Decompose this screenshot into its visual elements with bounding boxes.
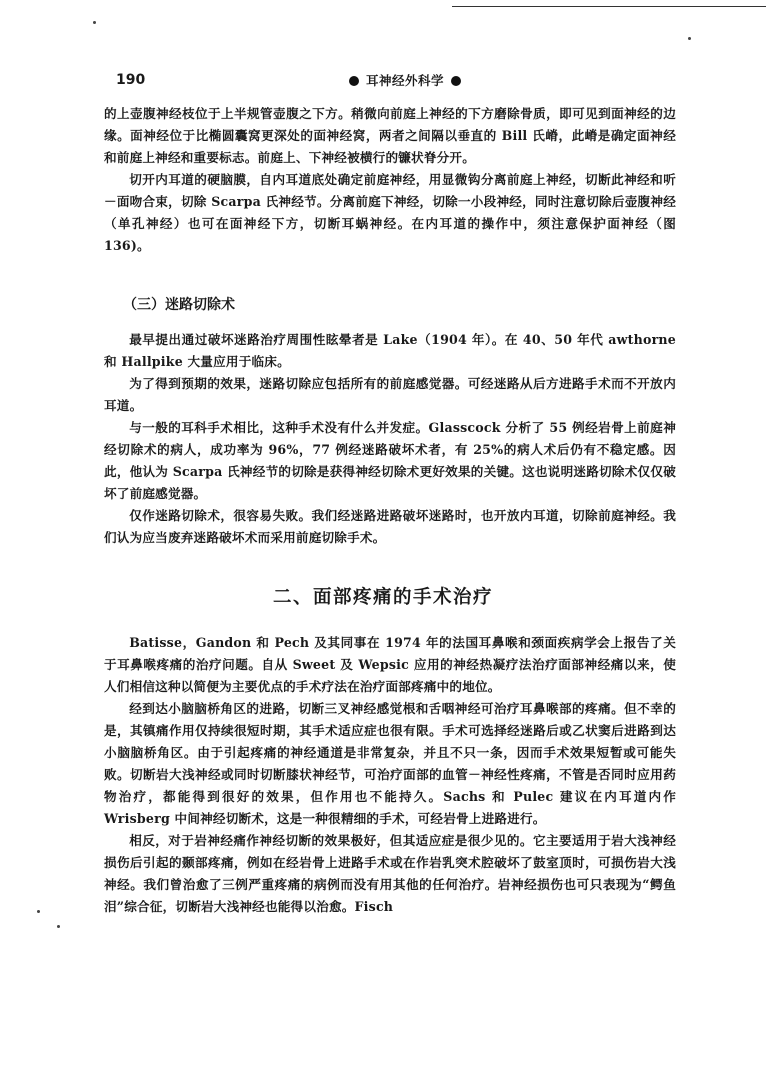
paragraph: 经到达小脑脑桥角区的进路，切断三叉神经感觉根和舌咽神经可治疗耳鼻喉部的疼痛。但不幸的是，其镇痛作用仅持续很短时期，其手术适应症也很有限。手术可选择经迷路后或乙状窦后进路到达小脑脑桥角区。由于引起疼痛的神经通道是非常复杂，并且不只一条，因而手术效果短暂或可能失败。切断岩大浅神经或同时切断膝状神经节，可治疗面部的血管－神经性疼痛，不管是否同时应用药物治疗，都能得到很好的效果，但作用也不能持久。Sachs 和 Pulec 建议在内耳道内作 Wrisberg 中间神经切断术，这是一种很精细的手术，可经岩骨上进路进行。 bbox=[104, 701, 676, 826]
page-header bbox=[105, 70, 675, 92]
paragraph: 相反，对于岩神经痛作神经切断的效果极好，但其适应症是很少见的。它主要适用于岩大浅神经损伤后引起的颞部疼痛，例如在经岩骨上进路手术或在作岩乳突术腔破坏了鼓室顶时，可损伤岩大浅神经。我们曾治愈了三例严重疼痛的病例而没有用其他的任何治疗。岩神经损伤也可只表现为“鳄鱼泪”综合征，切断岩大浅神经也能得以治愈。Fisch bbox=[104, 833, 676, 914]
bullet-dot-icon bbox=[349, 76, 359, 86]
paragraph: 切开内耳道的硬脑膜，自内耳道底处确定前庭神经，用显微钩分离前庭上神经，切断此神经和听－面吻合束，切除 Scarpa 氏神经节。分离前庭下神经，切除一小段神经，同时注意切除后壶腹神经（单孔神经）也可在面神经下方，切断耳蜗神经。在内耳道的操作中，须注意保护面神经（图 136)。 bbox=[104, 172, 676, 253]
paragraph: 最早提出通过破坏迷路治疗周围性眩晕者是 Lake（1904 年）。在 40、50 年代 awthorne 和 Hallpike 大量应用于临床。 bbox=[104, 332, 676, 369]
paragraph: 为了得到预期的效果，迷路切除应包括所有的前庭感觉器。可经迷路从后方进路手术而不开放内耳道。 bbox=[104, 376, 676, 413]
paragraph: 与一般的耳科手术相比，这种手术没有什么并发症。Glasscock 分析了 55 例经岩骨上前庭神经切除术的病人，成功率为 96%，77 例经迷路破坏术者，有 25%的病人术后仍有不稳定感。因此，他认为 Scarpa 氏神经节的切除是获得神经切除术更好效果的关键。这也说明迷路切除术仅仅破坏了前庭感觉器。 bbox=[104, 420, 676, 501]
bullet-dot-icon bbox=[451, 76, 461, 86]
subsection-heading: （三）迷路切除术 bbox=[123, 297, 235, 313]
text-block-vestibular bbox=[104, 103, 676, 257]
scan-speck bbox=[57, 925, 60, 928]
text-block-labyrinthectomy bbox=[104, 329, 676, 549]
page-number: 190 bbox=[116, 72, 146, 88]
paragraph: Batisse，Gandon 和 Pech 及其同事在 1974 年的法国耳鼻喉和颈面疾病学会上报告了关于耳鼻喉疼痛的治疗问题。自从 Sweet 及 Wepsic 应用的神经热凝疗法治疗面部神经痛以来，使人们相信这种以简便为主要优点的手术疗法在治疗面部疼痛中的地位。 bbox=[104, 635, 676, 694]
scan-speck bbox=[37, 910, 40, 913]
scan-speck bbox=[93, 21, 96, 24]
paragraph: 仅作迷路切除术，很容易失败。我们经迷路进路破坏迷路时，也开放内耳道，切除前庭神经。我们认为应当废弃迷路破坏术而采用前庭切除手术。 bbox=[104, 508, 676, 545]
top-edge-rule bbox=[452, 6, 766, 7]
section-heading: 二、面部疼痛的手术治疗 bbox=[272, 587, 493, 608]
paragraph: 的上壶腹神经枝位于上半规管壶腹之下方。稍微向前庭上神经的下方磨除骨质，即可见到面神经的边缘。面神经位于比椭圆囊窝更深处的面神经窝，两者之间隔以垂直的 Bill 氏嵴，此嵴是确定面神经和前庭上神经和重要标志。前庭上、下神经被横行的镰状脊分开。 bbox=[104, 106, 676, 165]
scan-speck bbox=[688, 37, 691, 40]
text-block-facial-pain bbox=[104, 632, 676, 918]
running-head-title: 耳神经外科学 bbox=[365, 73, 444, 88]
running-head bbox=[330, 71, 480, 89]
